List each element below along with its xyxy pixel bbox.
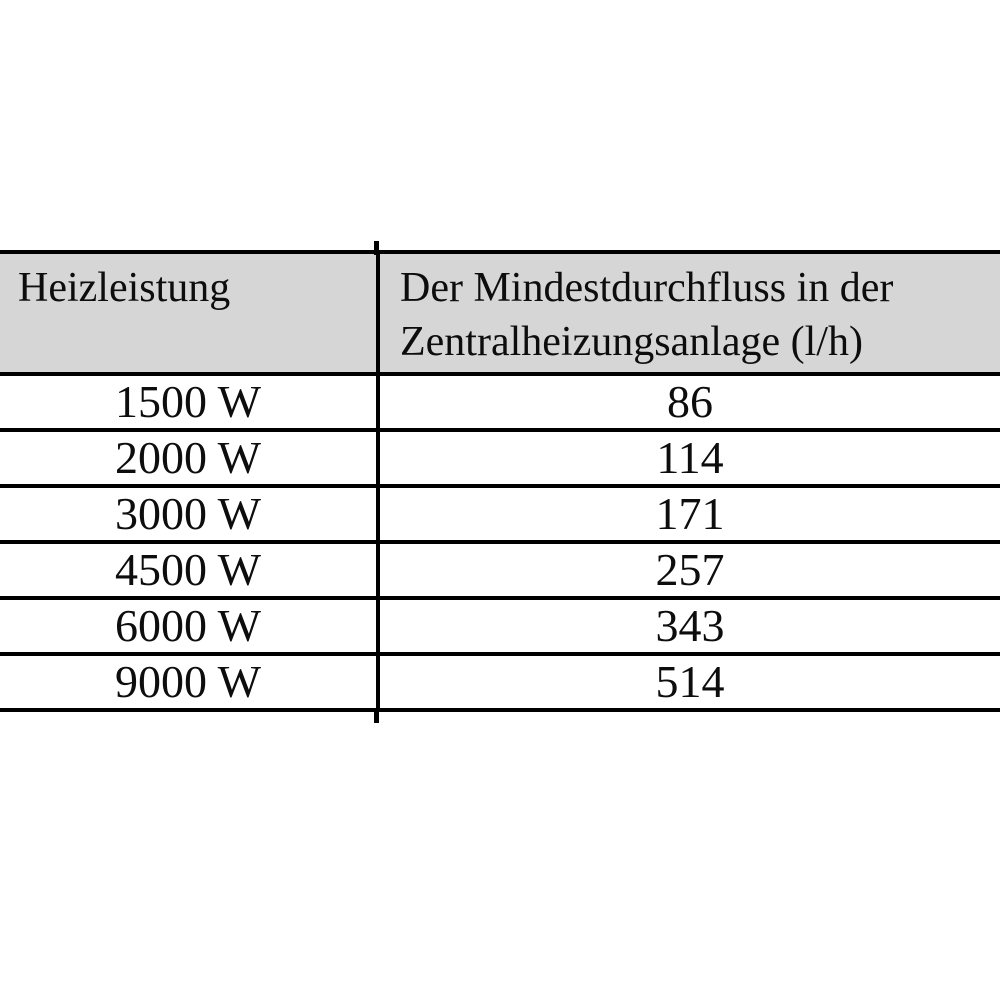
cell-flow: 86 <box>378 374 1000 430</box>
table-row <box>0 542 1000 598</box>
table-row <box>0 374 1000 430</box>
column-divider-top-tick <box>374 241 379 255</box>
table-row <box>0 486 1000 542</box>
cell-flow: 114 <box>378 430 1000 486</box>
min-flow-table <box>0 250 1000 712</box>
table-row <box>0 598 1000 654</box>
cell-power: 1500 W <box>0 374 378 430</box>
cell-power: 3000 W <box>0 486 378 542</box>
cell-flow: 514 <box>378 654 1000 710</box>
cell-power: 9000 W <box>0 654 378 710</box>
header-cell-heizleistung: Heizleistung <box>0 252 378 374</box>
cell-flow: 343 <box>378 598 1000 654</box>
cell-flow: 257 <box>378 542 1000 598</box>
header-cell-mindestdurchfluss: Der Mindestdurchfluss in der Zentralheizungsanlage (l/h) <box>378 252 1000 374</box>
cell-flow: 171 <box>378 486 1000 542</box>
cell-power: 2000 W <box>0 430 378 486</box>
cell-power: 4500 W <box>0 542 378 598</box>
table-row <box>0 654 1000 710</box>
table-header-row <box>0 252 1000 374</box>
table-row <box>0 430 1000 486</box>
cell-power: 6000 W <box>0 598 378 654</box>
column-divider-bottom-tick <box>374 708 379 723</box>
